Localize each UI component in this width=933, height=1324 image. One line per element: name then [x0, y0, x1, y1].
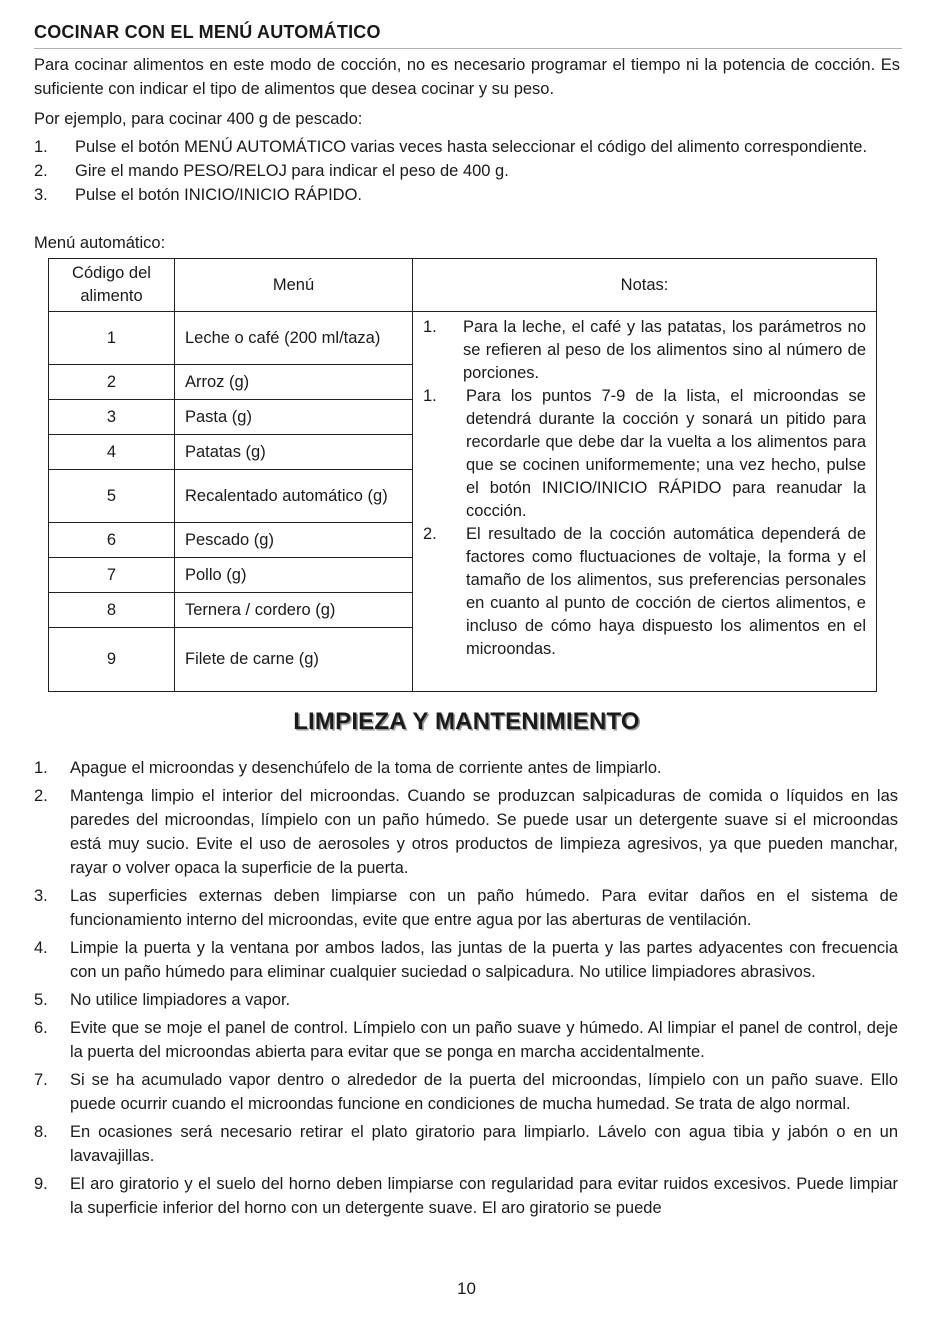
item-number: 7.	[34, 1071, 48, 1089]
note-number: 2.	[423, 525, 437, 543]
item-number: 4.	[34, 939, 48, 957]
page-number: 10	[457, 1279, 476, 1298]
item-text: Limpie la puerta y la ventana por ambos lados, las juntas de la puerta y las partes adyacentes con frecuencia con un paño húmedo para eliminar cualquier suciedad o salpicadura. No utilice limpiadores abrasivos.	[70, 939, 898, 981]
note-text: Para la leche, el café y las patatas, los parámetros no se refieren al peso de los alimentos sino al número de porciones.	[463, 318, 866, 382]
steps-list	[34, 135, 900, 207]
item-text: El aro giratorio y el suelo del horno deben limpiarse con regularidad para evitar ruidos excesivos. Puede limpiar la superficie inferior del horno con un detergente suave. El aro giratorio se puede	[70, 1175, 898, 1217]
item-text: No utilice limpiadores a vapor.	[70, 991, 291, 1009]
list-item	[34, 1068, 898, 1116]
section-title-auto-menu: COCINAR CON EL MENÚ AUTOMÁTICO	[34, 22, 381, 42]
step-text: Pulse el botón MENÚ AUTOMÁTICO varias veces hasta seleccionar el código del alimento correspondiente.	[75, 138, 868, 156]
item-number: 3.	[34, 887, 48, 905]
note-item	[423, 316, 866, 385]
food-code: 8	[49, 593, 175, 628]
item-text: Mantenga limpio el interior del microondas. Cuando se produzcan salpicaduras de comida o líquidos en las paredes del microondas, límpielo con un paño húmedo. Se puede usar un detergente suave si el microondas está muy sucio. Evite el uso de aerosoles y otros productos de limpieza agresivos, ya que pueden manchar, rayar o volver opaca la superficie de la puerta.	[70, 787, 898, 877]
header-notes: Notas:	[413, 259, 877, 312]
food-code: 5	[49, 470, 175, 523]
note-number: 1.	[423, 387, 437, 405]
intro-paragraph: Para cocinar alimentos en este modo de cocción, no es necesario programar el tiempo ni la potencia de cocción. Es suficiente con indicar el tipo de alimentos que desea cocinar y su peso.	[34, 56, 900, 98]
food-menu: Arroz (g)	[175, 365, 413, 400]
list-item	[34, 884, 898, 932]
notes-cell	[413, 312, 877, 692]
list-item	[34, 1120, 898, 1168]
item-number: 9.	[34, 1175, 48, 1193]
food-menu: Ternera / cordero (g)	[175, 593, 413, 628]
list-item	[34, 1172, 898, 1220]
step-number: 3.	[34, 186, 48, 204]
note-text: Para los puntos 7-9 de la lista, el microondas se detendrá durante la cocción y sonará un pitido para recordarle que debe dar la vuelta a los alimentos para que se cocinen uniformemente; una vez hecho, pulse el botón INICIO/INICIO RÁPIDO para reanudar la cocción.	[466, 387, 866, 520]
food-code: 7	[49, 558, 175, 593]
item-text: Evite que se moje el panel de control. Límpielo con un paño suave y húmedo. Al limpiar el panel de control, deje la puerta del microondas abierta para evitar que se ponga en marcha accidentalmente.	[70, 1019, 898, 1061]
note-item	[423, 523, 866, 661]
food-menu: Pasta (g)	[175, 400, 413, 435]
food-code: 3	[49, 400, 175, 435]
header-code: Código del alimento	[49, 259, 175, 312]
step-item	[34, 183, 900, 207]
list-item	[34, 1016, 898, 1064]
note-item	[423, 385, 866, 523]
food-code: 4	[49, 435, 175, 470]
food-menu: Filete de carne (g)	[175, 628, 413, 692]
list-item	[34, 756, 898, 780]
table-header-row	[49, 259, 877, 312]
item-number: 6.	[34, 1019, 48, 1037]
food-menu: Pollo (g)	[175, 558, 413, 593]
step-text: Gire el mando PESO/RELOJ para indicar el peso de 400 g.	[75, 162, 509, 180]
cleaning-list	[34, 756, 898, 1224]
item-text: En ocasiones será necesario retirar el plato giratorio para limpiarlo. Lávelo con agua tibia y jabón o en un lavavajillas.	[70, 1123, 898, 1165]
step-item	[34, 159, 900, 183]
header-menu: Menú	[175, 259, 413, 312]
note-text: El resultado de la cocción automática dependerá de factores como fluctuaciones de voltaje, la forma y el tamaño de los alimentos, sus preferencias personales en cuanto al punto de cocción de ciertos alimentos, e incluso de cómo haya dispuesto los alimentos en el microondas.	[466, 525, 866, 658]
food-menu: Patatas (g)	[175, 435, 413, 470]
food-code: 1	[49, 312, 175, 365]
item-text: Las superficies externas deben limpiarse con un paño húmedo. Para evitar daños en el sistema de funcionamiento interno del microondas, evite que entre agua por las aberturas de ventilación.	[70, 887, 898, 929]
step-item	[34, 135, 900, 159]
food-menu: Recalentado automático (g)	[175, 470, 413, 523]
step-text: Pulse el botón INICIO/INICIO RÁPIDO.	[75, 186, 363, 204]
step-number: 2.	[34, 162, 48, 180]
list-item	[34, 988, 898, 1012]
item-text: Apague el microondas y desenchúfelo de la toma de corriente antes de limpiarlo.	[70, 759, 662, 777]
food-code: 9	[49, 628, 175, 692]
title-divider	[34, 48, 902, 49]
auto-menu-label: Menú automático:	[34, 234, 166, 252]
step-number: 1.	[34, 138, 48, 156]
item-text: Si se ha acumulado vapor dentro o alrededor de la puerta del microondas, límpielo con un paño suave. Ello puede ocurrir cuando el microondas funcione en condiciones de mucha humedad. Se trata de algo normal.	[70, 1071, 898, 1113]
table-row	[49, 312, 877, 365]
note-number: 1.	[423, 318, 437, 336]
auto-menu-table	[48, 258, 877, 692]
food-code: 2	[49, 365, 175, 400]
list-item	[34, 936, 898, 984]
item-number: 1.	[34, 759, 48, 777]
food-menu: Leche o café (200 ml/taza)	[175, 312, 413, 365]
item-number: 2.	[34, 787, 48, 805]
section-title-cleaning: LIMPIEZA Y MANTENIMIENTO	[293, 708, 640, 735]
example-paragraph: Por ejemplo, para cocinar 400 g de pescado:	[34, 110, 363, 128]
food-code: 6	[49, 523, 175, 558]
item-number: 8.	[34, 1123, 48, 1141]
food-menu: Pescado (g)	[175, 523, 413, 558]
list-item	[34, 784, 898, 880]
item-number: 5.	[34, 991, 48, 1009]
